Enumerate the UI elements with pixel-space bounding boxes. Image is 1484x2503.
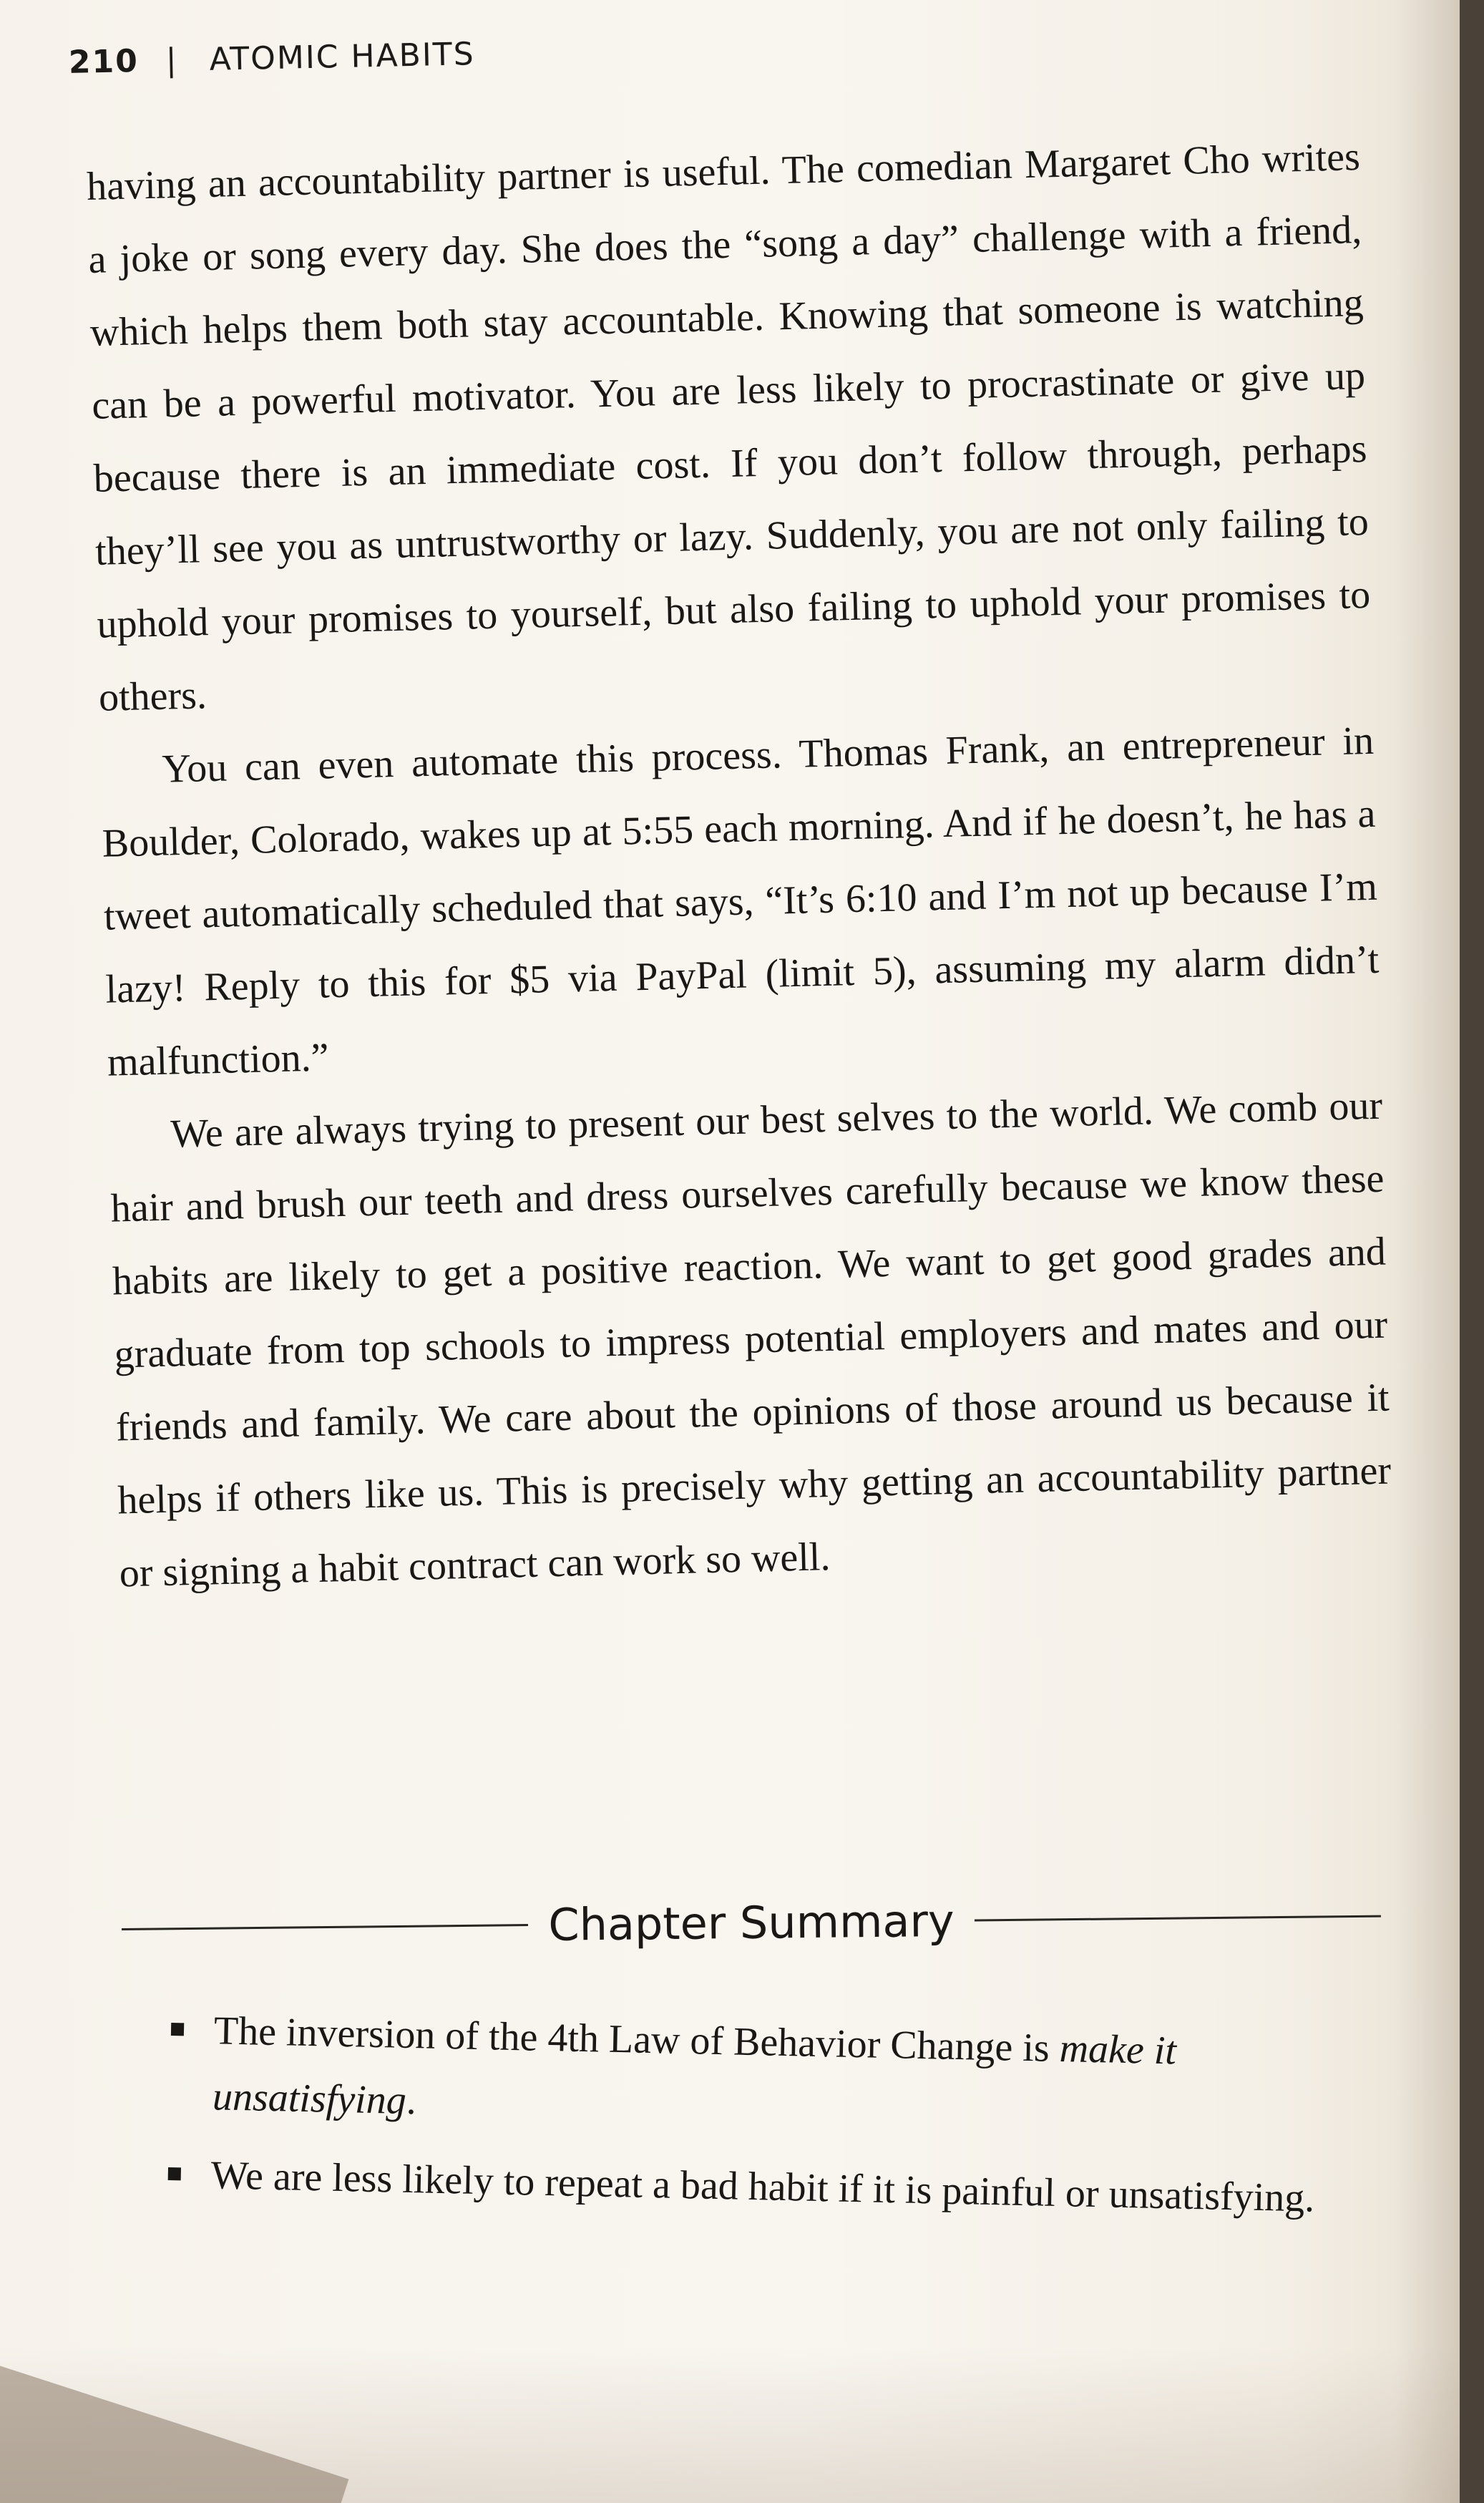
summary-item-text-end: . [406,2078,417,2124]
summary-item [167,2142,1371,2232]
square-bullet-icon [171,2023,184,2036]
running-head [68,36,475,81]
paragraph-best-selves: We are always trying to present our best selves to the world. We comb our hair and brush our teeth and dress ourselves carefully because we know these habits are likely to get a positive reaction. We want to get good grades and graduate from top schools to impress potential employers and mates and our friends and family. We care about the opinions of those around us because it helps if others like us. This is precisely why getting an accountability partner or signing a habit contract can work so well. [110,1083,1392,1596]
chapter-summary-title: Chapter Summary [547,1894,955,1951]
body-text [86,120,1394,1610]
book-title: ATOMIC HABITS [209,36,476,78]
summary-item-text: We are less likely to repeat a bad habit if it is painful or unsatisfying. [210,2153,1315,2221]
summary-item [169,1997,1373,2154]
divider-left [122,1924,528,1930]
paragraph-accountability-partner: having an accountability partner is useful. The comedian Margaret Cho writes a joke or song every day. She does the “song a day” challenge with a friend, which helps them both stay accountable. Knowing that someone is watching can be a powerful motivator. You are less likely to procrastinate or give up because there is an immediate cost. If you don’t follow through, perhaps they’ll see you as untrustworthy or lazy. Suddenly, you are not only failing to uphold your promises to yourself, but also failing to uphold your promises to others. [86,135,1371,720]
divider-right [975,1915,1381,1921]
page-gutter-shadow [1395,0,1460,2503]
paragraph-automate-process: You can even automate this process. Thomas Frank, an entrepreneur in Boulder, Colorado, wakes up at 5:55 each morning. And if he doesn’t, he has a tweet automatically scheduled that says, “It’s 6:10 and I’m not up because I’m lazy! Reply to this for $5 via PayPal (limit 5), assuming my alarm didn’t malfunction.” [102,718,1380,1085]
running-head-separator: | [165,42,179,79]
square-bullet-icon [168,2167,181,2180]
summary-item-emphasis: make it unsatisfying [212,2026,1177,2123]
page-number: 210 [68,42,140,81]
summary-item-text: The inversion of the 4th Law of Behavior Change is [213,2008,1060,2071]
chapter-summary-list [167,1997,1373,2245]
chapter-summary-header [122,1884,1382,1961]
